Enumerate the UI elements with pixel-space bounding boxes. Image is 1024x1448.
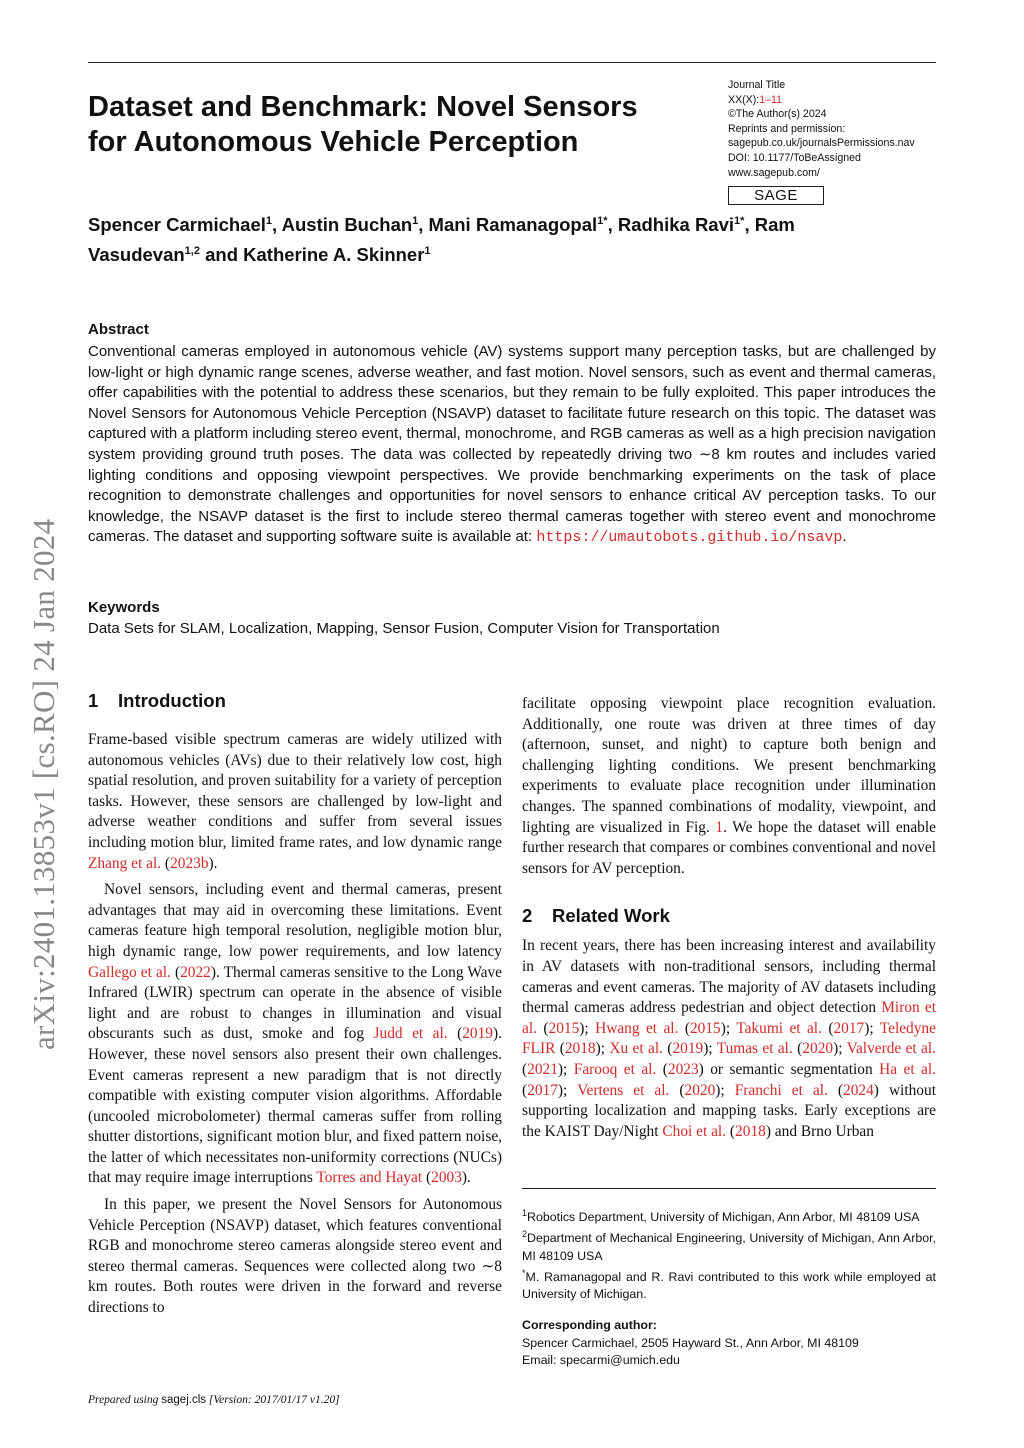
- title-line-2: for Autonomous Vehicle Perception: [88, 126, 579, 158]
- text-run: In recent years, there has been increasing interest and availability in AV datasets with non-traditional sensors, including thermal cameras and event cameras. The majority of AV datasets including thermal cameras address pedestrian and object detection: [522, 937, 936, 1017]
- corresponding-author-address: Spencer Carmichael, 2505 Hayward St., Ann Arbor, MI 48109: [522, 1335, 859, 1350]
- footnote-affiliation-2: [522, 1226, 936, 1265]
- text-run: ). Thermal cameras sensitive to the Long Wave Infrared (LWIR) spectrum can operate in the absence of visible light and are robust to changes in illumination and visual obscurants such as dust, smoke and fog: [88, 963, 502, 1043]
- paper-title: [88, 90, 688, 160]
- citation-link[interactable]: Xu et al.: [609, 1040, 663, 1058]
- citation-link[interactable]: Miron et al.: [522, 999, 936, 1037]
- author-3-affil: 1*: [597, 215, 608, 227]
- text-run: ).: [461, 1169, 471, 1187]
- section-number: 1: [88, 690, 99, 711]
- keywords-list: Data Sets for SLAM, Localization, Mapping, Sensor Fusion, Computer Vision for Transportation: [88, 620, 720, 637]
- footnote-contribution: [522, 1265, 936, 1304]
- right-column: [522, 694, 936, 1142]
- intro-paragraph-3-continued: [522, 694, 936, 879]
- citation-year-link[interactable]: 2003: [431, 1169, 462, 1187]
- citation-year-link[interactable]: 2023b: [170, 854, 209, 872]
- text-run: . We hope the dataset will enable further research that compares or combines conventional and novel sensors for AV perception.: [522, 818, 936, 877]
- journal-name: Journal Title: [728, 79, 786, 91]
- text-run: Frame-based visible spectrum cameras are widely utilized with autonomous vehicles (AVs) due to their relatively low cost, high spatial resolution, and proven suitability for a variety of perception tasks. However, these sensors are challenged by low-light and adverse weather conditions and suffer from several issues including motion blur, limited frame rates, and low dynamic range: [88, 731, 502, 851]
- author-5-affil: 1,2: [184, 245, 200, 258]
- page-footer: [88, 1394, 340, 1406]
- section-heading-related-work: [522, 905, 936, 927]
- footnote-affiliation-1: [522, 1205, 936, 1226]
- citation-year-link[interactable]: 2017: [833, 1019, 865, 1037]
- citation-year-link[interactable]: 2020: [684, 1081, 716, 1099]
- journal-doi: DOI: 10.1177/ToBeAssigned: [728, 151, 861, 164]
- intro-paragraph-2: Novel sensors, including event and thermal cameras, present advantages that may aid in overcoming these limitations. Event cameras feature high temporal resolution, negligible motion blur, high dynamic range, low power requirements, and low latency Gallego et al. (2022). Thermal cameras sensitive to the Long Wave Infrared (LWIR) spectrum can operate in the absence of visible light and are robust to changes in illumination and visual obscurants such as dust, smoke and fog Judd et al. (2019). However, these novel sensors also present their own challenges. Event cameras represent a new paradigm that is not directly compatible with existing computer vision algorithms. Affordable (uncooled microbolometer) thermal cameras suffer from rolling shutter distortions, significant motion blur, and fixed pattern noise, the latter of which necessitates non-uniformity corrections (NUCs) that may require image interruptions Torres and Hayat (2003).: [88, 881, 502, 1187]
- author-1: Spencer Carmichael: [88, 214, 266, 236]
- author-2-affil: 1: [412, 215, 419, 227]
- text-run: ). However, these novel sensors also present their own challenges. Event cameras represent a new paradigm that is not directly compatible with existing computer vision algorithms. Affordable (uncooled microbolometer) thermal cameras suffer from rolling shutter distortions, significant motion blur, and fixed pattern noise, the latter of which necessitates non-uniformity corrections (NUCs) that may require image interruptions: [88, 1025, 502, 1187]
- author-6-affil: 1: [424, 245, 431, 258]
- arxiv-stamp: arXiv:2401.13853v1 [cs.RO] 24 Jan 2024: [26, 518, 61, 1050]
- citation-year-link[interactable]: 2024: [843, 1081, 874, 1099]
- citation-link[interactable]: Zhang et al.: [88, 854, 162, 872]
- footnotes: [522, 1205, 936, 1369]
- author-5: , Ram Vasudevan: [88, 214, 795, 266]
- text-run: without supporting localization and mapping tasks. Early exceptions are the KAIST Day/Night: [522, 1081, 936, 1140]
- dataset-url-link[interactable]: https://umautobots.github.io/nsavp: [536, 529, 843, 547]
- keywords-heading: Keywords: [88, 599, 160, 616]
- citation-year-link[interactable]: 2017: [527, 1081, 558, 1099]
- footnote-marker: *: [522, 1267, 526, 1278]
- related-work-paragraph: In recent years, there has been increasing interest and availability in AV datasets with non-traditional sensors, including thermal cameras and event cameras. The majority of AV datasets including thermal cameras address pedestrian and object detection Miron et al. (2015); Hwang et al. (2015); Takumi et al. (2017); Teledyne FLIR (2018); Xu et al. (2019); Tumas et al. (2020); Valverde et al. (2021); Farooq et al. (2023) or semantic segmentation Ha et al. (2017); Vertens et al. (2020); Franchi et al. (2024) without supporting localization and mapping tasks. Early exceptions are the KAIST Day/Night Choi et al. (2018) and Brno Urban: [522, 937, 937, 1140]
- citation-link[interactable]: Vertens et al.: [577, 1081, 670, 1099]
- citation-year-link[interactable]: 2019: [462, 1025, 493, 1043]
- section-title: Introduction: [118, 690, 226, 711]
- citation-year-link[interactable]: 2015: [548, 1019, 580, 1037]
- author-4: , Radhika Ravi: [607, 214, 735, 236]
- sage-logo: SAGE: [728, 186, 824, 205]
- citation-link[interactable]: Takumi et al.: [736, 1019, 822, 1037]
- journal-website: www.sagepub.com/: [728, 166, 820, 179]
- author-list: [88, 208, 888, 268]
- text-run: ) and Brno Urban: [765, 1122, 874, 1140]
- text-run: ).: [208, 854, 218, 872]
- intro-paragraph-1: Frame-based visible spectrum cameras are widely utilized with autonomous vehicles (AVs) due to their relatively low cost, high spatial resolution, and proven suitability for a variety of perception tasks. However, these sensors are challenged by low-light and adverse weather conditions and suffer from several issues including motion blur, limited frame rates, and low dynamic range Zhang et al. (2023b).: [88, 731, 502, 872]
- citation-year-link[interactable]: 2020: [802, 1040, 834, 1058]
- journal-volume: [728, 93, 948, 108]
- footer-prefix: Prepared using: [88, 1394, 162, 1406]
- citation-link[interactable]: Tumas et al.: [716, 1040, 793, 1058]
- citation-year-link[interactable]: 2018: [735, 1122, 766, 1140]
- citation-year-link[interactable]: 2018: [564, 1040, 596, 1058]
- pages-link[interactable]: 1–11: [759, 93, 782, 106]
- citation-link[interactable]: Franchi et al.: [734, 1081, 828, 1099]
- abstract-end: .: [842, 528, 847, 546]
- citation-link[interactable]: Choi et al.: [662, 1122, 727, 1140]
- citation-year-link[interactable]: 2023: [667, 1060, 699, 1078]
- citation-link[interactable]: Ha et al.: [879, 1060, 937, 1078]
- journal-permissions-url: sagepub.co.uk/journalsPermissions.nav: [728, 137, 915, 150]
- abstract-text: Conventional cameras employed in autonomous vehicle (AV) systems support many perception tasks, but are challenged by low-light or high dynamic range scenes, adverse weather, and fast motion. Novel sensors, such as event and thermal cameras, offer capabilities with the potential to address these scenarios, but they remain to be fully exploited. This paper introduces the Novel Sensors for Autonomous Vehicle Perception (NSAVP) dataset to facilitate future research on this topic. The dataset was captured with a platform including stereo event, thermal, monochrome, and RGB cameras as well as a high precision navigation system providing ground truth poses. The data was collected by repeatedly driving two ∼8 km routes and includes varied lighting conditions and opposing viewpoint perspectives. We provide benchmarking experiments on the task of place recognition to demonstrate challenges and opportunities for novel sensors to enhance critical AV perception tasks. To our knowledge, the NSAVP dataset is the first to include stereo thermal cameras together with stereo event and monochrome cameras. The dataset and supporting software suite is available at:: [88, 343, 936, 546]
- footnote-marker: 2: [522, 1229, 528, 1240]
- citation-link[interactable]: Judd et al.: [373, 1025, 448, 1043]
- citation-link[interactable]: Teledyne FLIR: [522, 1019, 936, 1058]
- citation-link[interactable]: Hwang et al.: [595, 1019, 679, 1037]
- citation-link[interactable]: Valverde et al.: [846, 1040, 937, 1058]
- left-column: [88, 690, 502, 1319]
- author-2: , Austin Buchan: [272, 214, 413, 236]
- footnote-rule: [522, 1188, 936, 1189]
- journal-info: [728, 78, 948, 205]
- corresponding-author-heading: Corresponding author:: [522, 1318, 657, 1333]
- citation-year-link[interactable]: 2015: [689, 1019, 721, 1037]
- citation-year-link[interactable]: 2022: [180, 963, 211, 981]
- author-1-affil: 1: [265, 215, 273, 227]
- title-line-1: Dataset and Benchmark: Novel Sensors: [88, 91, 638, 123]
- intro-paragraph-3: In this paper, we present the Novel Sensors for Autonomous Vehicle Perception (NSAVP) dataset, which features conventional RGB and monochrome stereo cameras alongside stereo event and stereo thermal cameras. Sequences were collected along two ∼8 km routes. Both routes were driven in the forward and reverse directions to: [88, 1196, 502, 1317]
- section-number: 2: [522, 905, 533, 927]
- citation-link[interactable]: Gallego et al.: [88, 963, 171, 981]
- footnote-marker: 1: [522, 1208, 528, 1218]
- citation-link[interactable]: Torres and Hayat: [316, 1169, 423, 1187]
- citation-year-link[interactable]: 2019: [672, 1040, 704, 1058]
- corresponding-author-email: Email: specarmi@umich.edu: [522, 1352, 680, 1367]
- text-run: Novel sensors, including event and thermal cameras, present advantages that may aid in overcoming these limitations. Event cameras feature high temporal resolution, negligible motion blur, high dynamic range, low power requirements, and low latency: [88, 881, 502, 960]
- abstract-heading: Abstract: [88, 321, 149, 338]
- footer-version: [Version: 2017/01/17 v1.20]: [206, 1394, 340, 1406]
- author-3: , Mani Ramanagopal: [418, 214, 598, 236]
- footnote-text: Department of Mechanical Engineering, University of Michigan, Ann Arbor, MI 48109 USA: [522, 1231, 936, 1263]
- header-rule: [88, 62, 936, 63]
- figure-ref-link[interactable]: 1: [715, 818, 724, 836]
- author-6: and Katherine A. Skinner: [199, 244, 425, 266]
- text-run: facilitate opposing viewpoint place recognition evaluation. Additionally, one route was driven at three times of day (afternoon, sunset, and night) to capture both benign and challenging lighting conditions. We present benchmarking experiments to evaluate place recognition under illumination changes. The spanned combinations of modality, viewpoint, and lighting are visualized in Fig.: [522, 695, 936, 836]
- section-heading-introduction: [88, 690, 502, 712]
- footnote-text: M. Ramanagopal and R. Ravi contributed to this work while employed at University of Michigan.: [522, 1269, 936, 1302]
- journal-copyright: ©The Author(s) 2024: [728, 108, 827, 121]
- citation-year-link[interactable]: 2021: [527, 1060, 558, 1078]
- text-run: or semantic segmentation: [703, 1060, 880, 1078]
- author-4-affil: 1*: [734, 215, 745, 227]
- citation-link[interactable]: Farooq et al.: [573, 1060, 657, 1078]
- footer-cls: sagej.cls: [161, 1394, 207, 1406]
- section-title: Related Work: [552, 905, 670, 927]
- volume-prefix: XX(X):: [728, 93, 760, 106]
- journal-reprints: Reprints and permission:: [728, 122, 846, 135]
- footnote-text: Robotics Department, University of Michigan, Ann Arbor, MI 48109 USA: [527, 1210, 920, 1225]
- abstract-body: [88, 342, 936, 549]
